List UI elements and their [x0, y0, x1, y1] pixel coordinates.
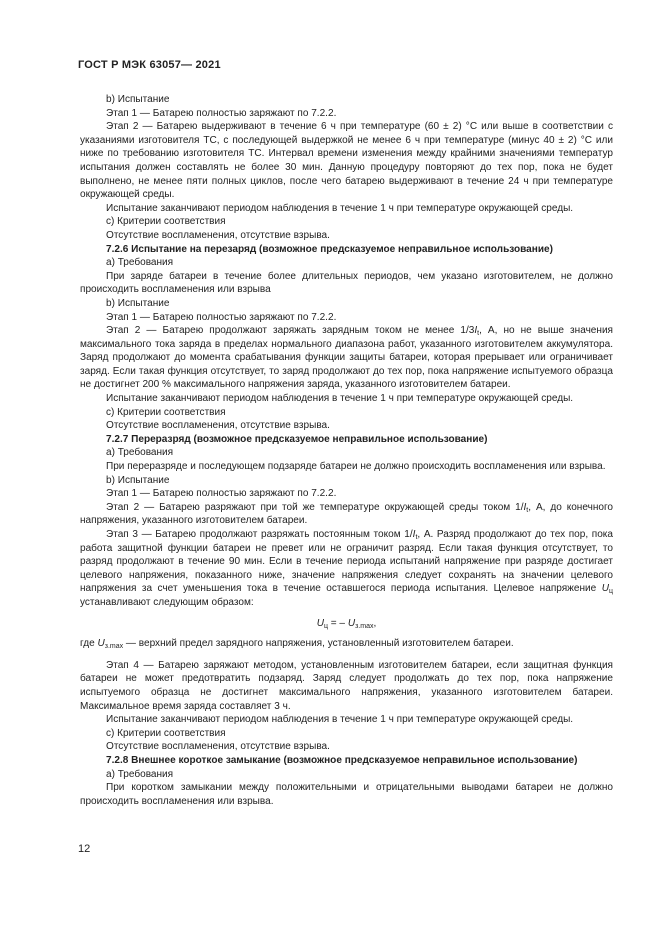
paragraph: b) Испытание	[106, 94, 170, 105]
formula-explanation: где $U_{з.max}$ — верхний предел зарядного напряжения, установленный изготовителем батареи.	[80, 638, 514, 651]
spacer	[80, 651, 613, 659]
paragraph: При заряде батареи в течение более длительных периодов, чем указано изготовителем, не должно происходить воспламенения или взрыва	[80, 270, 613, 296]
paragraph: c) Критерии соответствия	[106, 216, 226, 228]
paragraph: При переразряде и последующем подзаряде батареи не должно происходить воспламенения или взрыва.	[106, 461, 606, 473]
paragraph: Испытание заканчивают периодом наблюдения в течение 1 ч при температуре окружающей среды.	[106, 202, 574, 214]
paragraph: Этап 1 — Батарею полностью заряжают по 7.2.2.	[106, 488, 337, 500]
paragraph: При коротком замыкании между положительными и отрицательными выводами батареи не должно происходить воспламенения или взрыва.	[80, 782, 613, 807]
section-heading-7-2-6: 7.2.6 Испытание на перезаряд (возможное предсказуемое неправильное использование)	[106, 243, 553, 255]
paragraph: Отсутствие воспламенения, отсутствие взрыва.	[106, 420, 330, 432]
section-heading-7-2-8: 7.2.8 Внешнее короткое замыкание (возможное предсказуемое неправильное использование)	[106, 754, 578, 766]
paragraph: c) Критерии соответствия	[106, 727, 226, 739]
paragraph: а) Требования	[106, 447, 174, 459]
paragraph: Этап 3 — Батарею продолжают разряжать постоянным током $1/I_t$, А. Разряд продолжают до тех пор, пока работа защитной функции батареи не превет или не ограничит разряд. Если такая функция отсутствует, то разряд продолжают в течение 90 мин. Если в течение периода испытаний напряжение при разряде достигает целевого напряжения, показанного ниже, значение напряжения следует сохранять на значении целевого напряжения за счет уменьшения тока в течение оставшегося периода испытания. Целевое напряжение $U_ц$ устанавливают следующим образом:	[80, 529, 613, 608]
document-header: ГОСТ Р МЭК 63057— 2021	[78, 59, 221, 71]
section-heading-7-2-7: 7.2.7 Переразряд (возможное предсказуемое неправильное использование)	[106, 433, 488, 445]
document-body	[80, 93, 613, 808]
paragraph: Отсутствие воспламенения, отсутствие взрыва.	[106, 741, 330, 753]
paragraph: Этап 1 — Батарею полностью заряжают по 7.2.2.	[106, 311, 337, 323]
paragraph: а) Требования	[106, 768, 174, 780]
paragraph: Испытание заканчивают периодом наблюдения в течение 1 ч при температуре окружающей среды.	[106, 714, 574, 726]
paragraph: Этап 2 — Батарею продолжают заряжать зарядным током не менее $1/3I_t$, А, но не выше значения максимального тока заряда в пределах нормального диапазона работ, указанного изготовителем аккумулятора. Заряд продолжают до момента срабатывания функции защиты батареи, которая прерывает или ограничивает заряд. Если такая функция отсутствует, то заряд продолжают до тех пор, пока напряжение испытуемого образца не достигнет 200 % максимального напряжения заряда, указанного изготовителем батареи.	[80, 325, 613, 391]
paragraph: Этап 2 — Батарею разряжают при той же температуре окружающей среды током $1/I_t$, А, до конечного напряжения, указанного изготовителем батареи.	[80, 501, 613, 527]
formula: $U_ц$ = – $U_{з.max}$,	[316, 617, 377, 630]
paragraph: Отсутствие воспламенения, отсутствие взрыва.	[106, 229, 330, 241]
paragraph: b) Испытание	[106, 474, 170, 486]
paragraph: Испытание заканчивают периодом наблюдения в течение 1 ч при температуре окружающей среды.	[106, 393, 574, 405]
paragraph: c) Критерии соответствия	[106, 406, 226, 418]
paragraph: Этап 4 — Батарею заряжают методом, установленным изготовителем батареи, если защитная функция батареи не может предотвратить подзаряд. Заряд следует продолжать до тех пор, пока напряжение испытуемого образца не достигнет максимального напряжения, указанного изготовителем батареи. Максимальное время заряда составляет 3 ч.	[80, 659, 613, 712]
paragraph: Этап 1 — Батарею полностью заряжают по 7.2.2.	[106, 107, 337, 119]
paragraph: Этап 2 — Батарею выдерживают в течение 6 ч при температуре (60 ± 2) °С или выше в соответствии с указаниями изготовителя ТС, с последующей выдержкой не менее 6 ч при температуре (минус 40 ± 2) °С или ниже по требованию изготовителя ТС. Интервал времени изменения между крайними значениями температур испытания должен составлять не более 30 мин. Данную процедуру повторяют до тех пор, пока не будет выполнено, не менее пяти полных циклов, после чего батарею выдерживают в течение 24 ч при температуре окружающей среды.	[80, 121, 613, 201]
paragraph: b) Испытание	[106, 297, 170, 309]
paragraph: а) Требования	[106, 257, 174, 269]
page-number: 12	[78, 843, 91, 855]
